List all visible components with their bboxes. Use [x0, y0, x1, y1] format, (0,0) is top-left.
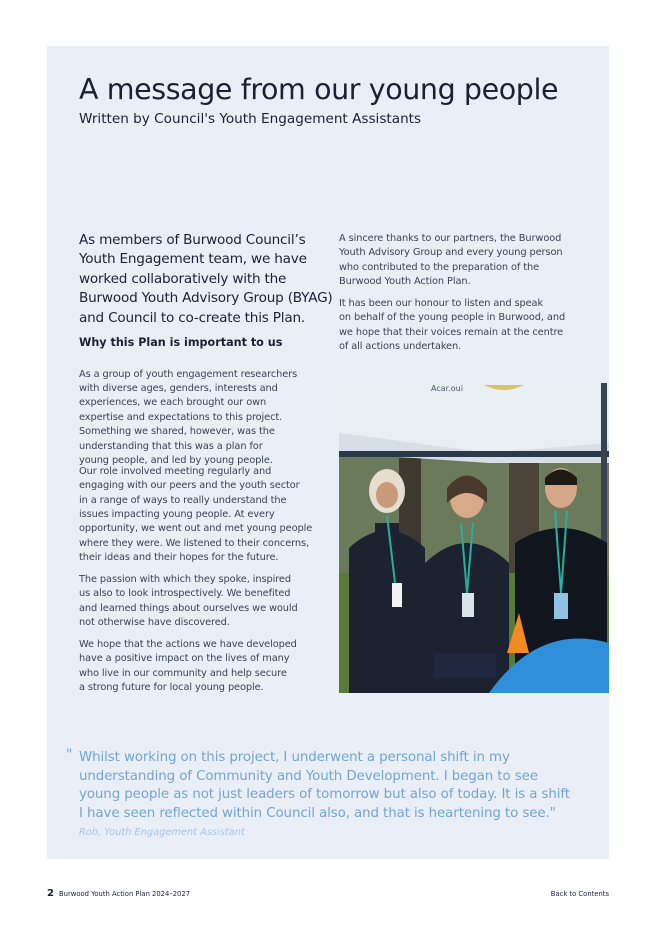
photo-tent-frame: [339, 451, 609, 457]
quote-mark: ": [66, 747, 73, 763]
text-line: The passion with which they spoke, inspired: [79, 574, 291, 585]
section-heading: Why this Plan is important to us: [79, 336, 283, 349]
lead-line: As members of Burwood Council’s: [79, 232, 306, 248]
text-line: Burwood Youth Action Plan.: [339, 276, 471, 288]
lead-line: Youth Engagement team, we have: [79, 251, 307, 268]
footer-doc-title: Burwood Youth Action Plan 2024–2027: [59, 890, 191, 898]
quote-attribution: Rob, Youth Engagement Assistant: [79, 827, 245, 838]
text-line: issues impacting young people. At every: [79, 509, 275, 521]
text-line: with diverse ages, genders, interests and: [79, 383, 278, 395]
quote-line: I have seen reflected within Council also, and that is heartening to see.": [79, 805, 556, 821]
pull-quote: [79, 749, 570, 823]
photo-tent-text: Acar.oui: [431, 384, 463, 393]
text-line: experiences, we each brought our own: [79, 397, 267, 409]
text-line: expertise and expectations to this project.: [79, 411, 283, 423]
text-line: where they were. We listened to their concerns,: [79, 537, 310, 549]
text-line: A sincere thanks to our partners, the Burwood: [339, 233, 562, 244]
text-line: understanding that this was a plan for: [79, 440, 263, 452]
lead-paragraph: [79, 231, 333, 328]
body-paragraph: [339, 232, 589, 289]
text-line: us also to look introspectively. We benefited: [79, 588, 291, 600]
text-line: we hope that their voices remain at the centre: [339, 326, 564, 338]
text-line: Something we shared, however, was the: [79, 426, 275, 438]
text-line: their ideas and their hopes for the future.: [79, 552, 279, 564]
body-paragraph: [79, 368, 329, 468]
body-paragraph: [79, 465, 329, 565]
text-line: not otherwise have discovered.: [79, 617, 230, 629]
page-subtitle: Written by Council's Youth Engagement Assistants: [79, 111, 422, 127]
page-number: 2: [47, 888, 54, 899]
text-line: of all actions undertaken.: [339, 341, 462, 353]
quote-line: understanding of Community and Youth Development. I began to see: [79, 768, 538, 784]
text-line: who contributed to the preparation of the: [339, 261, 540, 273]
text-line: Our role involved meeting regularly and: [79, 466, 272, 477]
text-line: It has been our honour to listen and speak: [339, 298, 544, 309]
text-line: young people, and led by young people.: [79, 454, 273, 466]
body-paragraph: [79, 638, 329, 695]
text-line: on behalf of the young people in Burwood, and: [339, 312, 566, 324]
youth-team-photo: [339, 383, 609, 693]
quote-line: Whilst working on this project, I underwent a personal shift in my: [79, 750, 510, 765]
text-line: a strong future for local young people.: [79, 682, 264, 694]
text-line: opportunity, we went out and met young people: [79, 523, 313, 535]
text-line: engaging with our peers and the youth sector: [79, 480, 300, 492]
text-line: and learned things about ourselves we would: [79, 602, 298, 614]
text-line: As a group of youth engagement researchers: [79, 368, 298, 380]
quote-line: young people as not just leaders of tomorrow but also of today. It is a shift: [79, 787, 570, 802]
lead-line: Burwood Youth Advisory Group (BYAG): [79, 290, 333, 307]
page-title: A message from our young people: [79, 73, 559, 106]
lead-line: and Council to co-create this Plan.: [79, 309, 306, 326]
text-line: in a range of ways to really understand the: [79, 494, 287, 506]
text-line: have a positive impact on the lives of many: [79, 653, 290, 665]
body-paragraph: [79, 573, 329, 630]
text-line: who live in our community and help secure: [79, 667, 287, 679]
body-paragraph: [339, 297, 589, 354]
lead-line: worked collaboratively with the: [79, 270, 287, 287]
text-line: We hope that the actions we have developed: [79, 639, 297, 650]
back-to-contents-link[interactable]: Back to Contents: [550, 890, 609, 898]
text-line: Youth Advisory Group and every young person: [339, 247, 563, 259]
